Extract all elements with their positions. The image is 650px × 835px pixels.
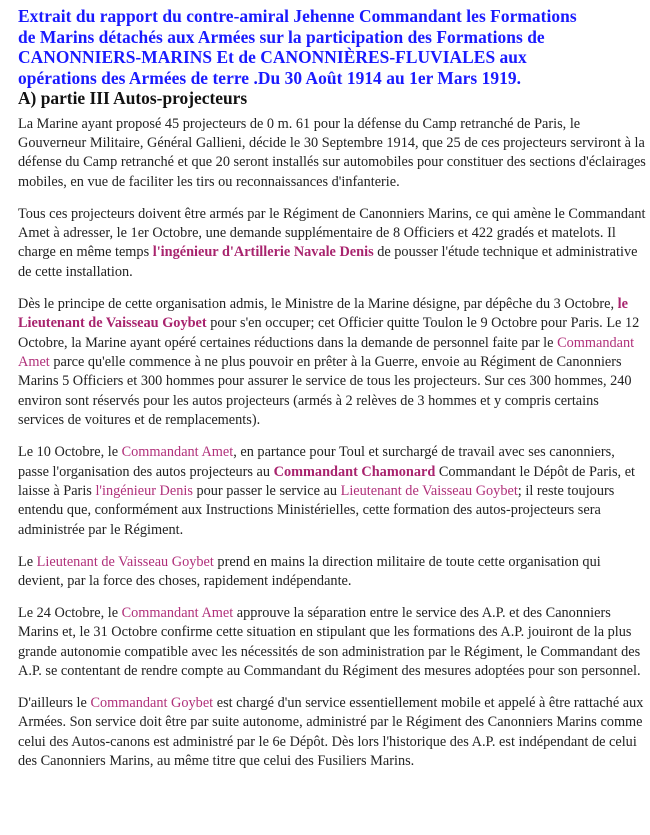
title-line: CANONNIERS-MARINS Et de CANONNIÈRES-FLUVIALES aux — [18, 47, 527, 67]
report-body — [18, 115, 646, 772]
title-line: opérations des Armées de terre .Du 30 Août 1914 au 1er Mars 1919. — [18, 67, 522, 88]
paragraph — [18, 553, 646, 592]
report-title — [18, 6, 646, 88]
highlighted-name: Lieutenant de Vaisseau Goybet — [36, 553, 214, 570]
highlighted-name-bold: l'ingénieur d'Artillerie Navale Denis — [152, 244, 374, 261]
highlighted-name: Lieutenant de Vaisseau Goybet — [340, 482, 518, 499]
text-segment: ; il reste toujours entendu que, conformément aux Instructions Ministérielles, cette formation des autos-projecteurs sera administrée par le Régiment. — [18, 482, 615, 538]
text-segment: approuve la séparation entre le service des A.P. et des Canonniers Marins et, le 31 Octobre confirme cette situation en stipulant que les formations des A.P. jouiront de la plus grande autonomie compatible avec les nécessités de son administration par le Régiment, le Commandant des A.P. se contentant de rendre compte au Commandant du Régiment des mesures adoptées pour son personnel. — [18, 604, 641, 680]
text-segment: D'ailleurs le — [18, 695, 91, 712]
title-line: de Marins détachés aux Armées sur la participation des Formations de — [18, 26, 545, 47]
highlighted-name: Commandant Amet — [121, 444, 234, 461]
text-segment: Le — [18, 553, 37, 570]
text-segment: La Marine ayant proposé 45 projecteurs de 0 m. 61 pour la défense du Camp retranché de Paris, le Gouverneur Militaire, Général Gallieni, décide le 30 Septembre 1914, que 25 de ces projecteurs serviront à la défense du Camp retranché et que 20 seront installés sur automobiles pour constituer des sections d'éclairages mobiles, en vue de faciliter les tirs ou reconnaissances d'infanterie. — [18, 115, 646, 190]
text-segment: Le 24 Octobre, le — [18, 604, 122, 621]
text-segment: parce qu'elle commence à ne plus pouvoir en prêter à la Guerre, envoie au Régiment de Canonniers Marins 5 Officiers et 300 hommes pour assurer le service de tous les projecteurs. Sur ces 300 hommes, 240 environ sont réservés pour les autos projecteurs (armés à 2 relèves de 3 hommes et y compris certains services de voitures et de remplacements). — [18, 353, 632, 429]
paragraph — [18, 295, 646, 431]
paragraph — [18, 604, 646, 682]
highlighted-name: l'ingénieur Denis — [95, 482, 193, 499]
text-segment: pour passer le service au — [192, 482, 341, 499]
text-segment: Commandant le Dépôt de Paris, et laisse à Paris — [18, 463, 636, 499]
highlighted-name: Commandant Amet — [121, 604, 234, 621]
paragraph — [18, 115, 646, 193]
text-segment: , en partance pour Toul et surchargé de travail avec ses canonniers, passe l'organisation des autos projecteurs au — [18, 444, 615, 480]
section-heading: A) partie III Autos-projecteurs — [18, 88, 248, 108]
highlighted-name-bold: Commandant Chamonard — [273, 463, 436, 480]
title-line: Extrait du rapport du contre-amiral Jehenne Commandant les Formations — [18, 6, 577, 26]
highlighted-name: Commandant Goybet — [90, 695, 214, 712]
text-segment: est chargé d'un service essentiellement mobile et appelé à être rattaché aux Armées. Son service doit être par suite autonome, administré par le Régiment des Canonniers Marins comme celui des Autos-canons est administré par le 6e Dépôt. Dès lors l'historique des A.P. est indépendant de celui des Canonniers Marins, au même titre que celui des Fusiliers Marins. — [18, 695, 644, 770]
highlighted-name-bold: le Lieutenant de Vaisseau Goybet — [18, 295, 628, 332]
paragraph — [18, 205, 646, 283]
text-segment: prend en mains la direction militaire de toute cette organisation qui devient, par la force des choses, rapidement indépendante. — [18, 553, 601, 590]
text-segment: Dès le principe de cette organisation admis, le Ministre de la Marine désigne, par dépêche du 3 Octobre, — [18, 295, 618, 312]
text-segment: Le 10 Octobre, le — [18, 444, 122, 461]
text-segment: Tous ces projecteurs doivent être armés par le Régiment de Canonniers Marins, ce qui amène le Commandant Amet à adresser, le 1er Octobre, une demande supplémentaire de 8 Officiers et 422 gradés et matelots. Il charge en même temps — [18, 205, 646, 261]
document-page — [18, 6, 646, 784]
text-segment: pour s'en occuper; cet Officier quitte Toulon le 9 Octobre pour Paris. Le 12 Octobre, la Marine ayant opéré certaines réductions dans la demande de personnel faite par le — [18, 315, 640, 351]
highlighted-name: Commandant Amet — [18, 334, 635, 370]
text-segment: de pousser l'étude technique et administrative de cette installation. — [18, 244, 638, 280]
paragraph — [18, 694, 646, 772]
paragraph — [18, 443, 646, 540]
